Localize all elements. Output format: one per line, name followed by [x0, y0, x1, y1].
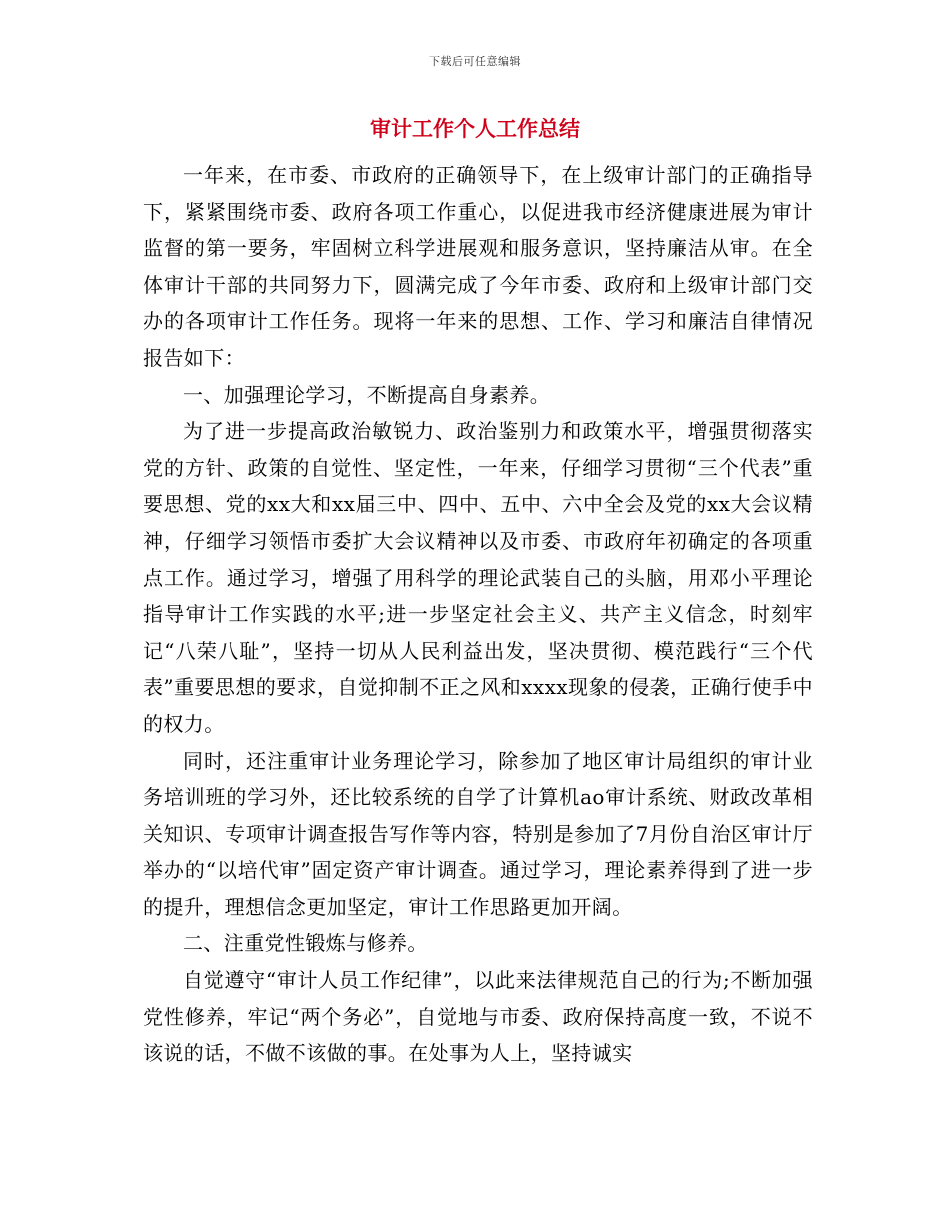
paragraph-audit-study: 同时，还注重审计业务理论学习，除参加了地区审计局组织的审计业务培训班的学习外，还比较系统的自学了计算机ao审计系统、财政改革相关知识、专项审计调查报告写作等内容，特别是参加了7月份自治区审计厅举办的“以培代审”固定资产审计调查。通过学习，理论素养得到了进一步的提升，理想信念更加坚定，审计工作思路更加开阔。 [143, 748, 813, 919]
paragraph-theory-study: 为了进一步提高政治敏锐力、政治鉴别力和政策水平，增强贯彻落实党的方针、政策的自觉性、坚定性，一年来，仔细学习贯彻“三个代表”重要思想、党的xx大和xx届三中、四中、五中、六中全会及党的xx大会议精神，仔细学习领悟市委扩大会议精神以及市委、市政府年初确定的各项重点工作。通过学习，增强了用科学的理论武装自己的头脑，用邓小平理论指导审计工作实践的水平;进一步坚定社会主义、共产主义信念，时刻牢记“八荣八耻”，坚持一切从人民利益出发，坚决贯彻、模范践行“三个代表”重要思想的要求，自觉抑制不正之风和xxxx现象的侵袭，正确行使手中的权力。 [143, 419, 813, 736]
paragraph-party-discipline: 自觉遵守“审计人员工作纪律”，以此来法律规范自己的行为;不断加强党性修养，牢记“两个务必”，自觉地与市委、政府保持高度一致，不说不该说的话，不做不该做的事。在处事为人上，坚持诚实 [143, 968, 813, 1066]
document-title: 审计工作个人工作总结 [370, 117, 580, 141]
paragraph-intro: 一年来，在市委、市政府的正确领导下，在上级审计部门的正确指导下，紧紧围绕市委、政府各项工作重心，以促进我市经济健康进展为审计监督的第一要务，牢固树立科学进展观和服务意识，坚持廉洁从审。在全体审计干部的共同努力下，圆满完成了今年市委、政府和上级审计部门交办的各项审计工作任务。现将一年来的思想、工作、学习和廉洁自律情况报告如下： [143, 163, 813, 370]
document-body [143, 157, 813, 1072]
page-header-note: 下载后可任意编辑 [429, 55, 521, 68]
section-heading-1: 一、加强理论学习，不断提高自身素养。 [183, 382, 551, 407]
section-heading-2: 二、注重党性锻炼与修养。 [183, 931, 428, 956]
